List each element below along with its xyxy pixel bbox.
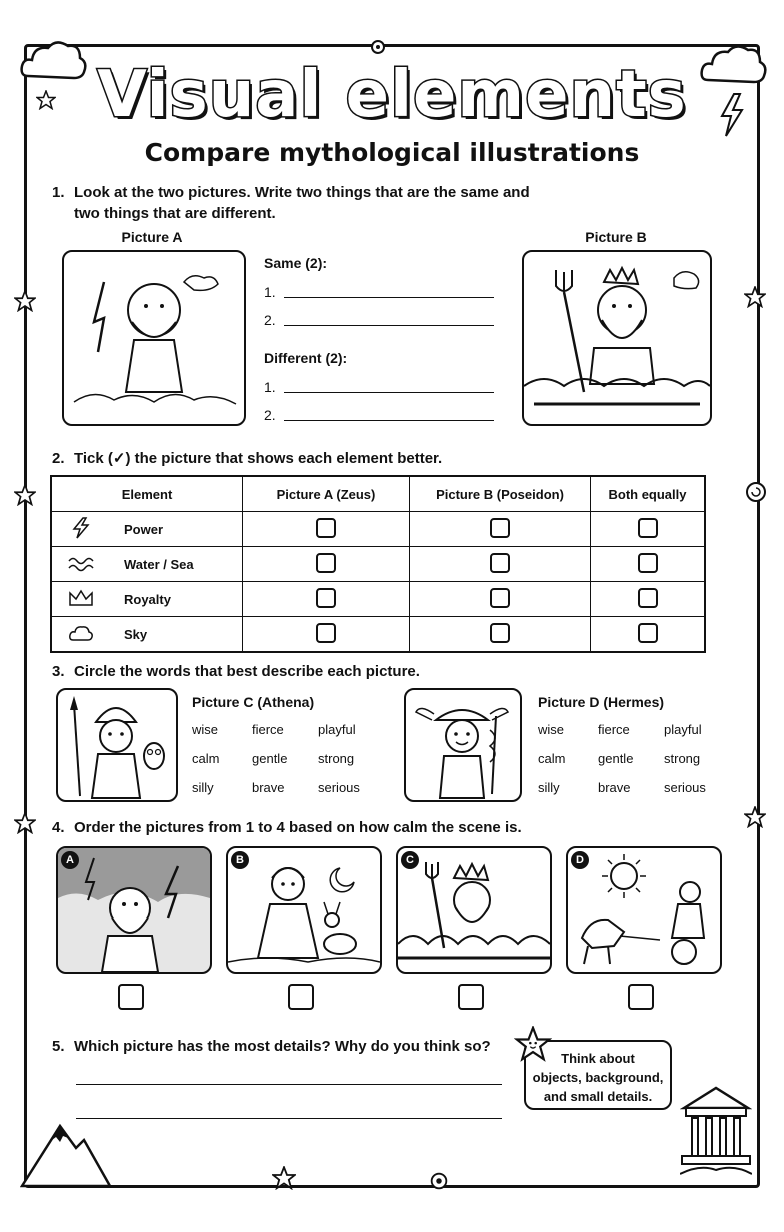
word-option[interactable]: playful	[318, 722, 356, 737]
order-badge: A	[61, 851, 79, 869]
word-option[interactable]: gentle	[252, 751, 288, 766]
answer-line-1[interactable]	[76, 1084, 502, 1085]
spiral-icon	[744, 480, 768, 504]
question-1-line2: two things that are different.	[74, 205, 276, 222]
lightning-icon	[68, 517, 94, 539]
tick-checkbox[interactable]	[638, 623, 658, 643]
tip-line: objects, background,	[532, 1070, 664, 1085]
smiling-star-icon	[514, 1026, 552, 1062]
waves-icon	[68, 552, 94, 574]
page-subtitle: Compare mythological illustrations	[144, 138, 640, 167]
question-number: 5.	[52, 1038, 65, 1055]
picture-a-caption: Picture A	[121, 229, 183, 245]
column-header-picture-b: Picture B (Poseidon)	[410, 476, 591, 512]
picture-b-poseidon-illustration	[522, 250, 712, 426]
different-item-number: 2.	[264, 407, 276, 423]
word-option[interactable]: silly	[538, 780, 560, 795]
different-item-number: 1.	[264, 379, 276, 395]
question-3-prompt: Circle the words that best describe each picture.	[74, 663, 420, 680]
word-option[interactable]: wise	[192, 722, 219, 737]
element-cell	[51, 617, 243, 653]
cloud-icon	[68, 622, 94, 644]
word-option[interactable]: fierce	[598, 722, 630, 737]
tick-checkbox[interactable]	[490, 588, 510, 608]
picture-a-stormy-zeus	[56, 846, 212, 974]
element-cell	[51, 512, 243, 547]
element-label: Royalty	[124, 591, 171, 607]
picture-c-caption: Picture C (Athena)	[192, 694, 315, 710]
question-2-text	[52, 449, 442, 467]
order-badge: D	[571, 851, 589, 869]
tick-checkbox[interactable]	[316, 518, 336, 538]
word-option[interactable]: serious	[318, 780, 360, 795]
element-label: Power	[124, 521, 164, 537]
question-number: 1.	[52, 184, 65, 201]
tick-checkbox[interactable]	[490, 553, 510, 573]
word-option[interactable]: fierce	[252, 722, 284, 737]
word-option[interactable]: gentle	[598, 751, 634, 766]
same-label: Same (2):	[264, 255, 328, 271]
same-item-number: 2.	[264, 312, 276, 328]
word-option[interactable]: strong	[664, 751, 701, 766]
star-icon	[744, 286, 766, 308]
page-title: Visual elements	[97, 58, 687, 132]
different-label: Different (2):	[264, 350, 348, 366]
greek-temple-icon	[680, 1084, 752, 1176]
star-icon	[744, 806, 766, 828]
question-5-text	[52, 1038, 491, 1055]
tick-checkbox[interactable]	[638, 553, 658, 573]
tick-cell	[410, 617, 591, 653]
tip-line: and small details.	[543, 1089, 653, 1104]
table-row	[51, 547, 705, 582]
question-1-line1: Look at the two pictures. Write two things that are the same and	[74, 184, 530, 201]
column-header-element: Element	[51, 476, 243, 512]
tick-cell	[591, 617, 706, 653]
picture-b-caption: Picture B	[585, 229, 647, 245]
swirl-ornament-icon	[428, 1170, 450, 1192]
mountain-icon	[20, 1118, 112, 1188]
word-option[interactable]: calm	[538, 751, 566, 766]
tick-cell	[591, 512, 706, 547]
order-answer-box-c[interactable]	[458, 984, 484, 1010]
question-4-prompt: Order the pictures from 1 to 4 based on how calm the scene is.	[74, 819, 522, 836]
swirl-ornament-icon	[366, 38, 390, 56]
question-1-text	[52, 184, 530, 201]
question-4-text	[52, 819, 522, 836]
tick-cell	[591, 547, 706, 582]
picture-d-hermes-illustration	[404, 688, 522, 802]
different-answer-line-2[interactable]	[284, 420, 494, 421]
column-header-picture-a: Picture A (Zeus)	[243, 476, 410, 512]
picture-c-athena-illustration	[56, 688, 178, 802]
table-row	[51, 512, 705, 547]
table-row	[51, 582, 705, 617]
picture-b-calm-goddess-with-deer	[226, 846, 382, 974]
tick-cell	[591, 582, 706, 617]
question-3-text	[52, 663, 420, 680]
order-badge: B	[231, 851, 249, 869]
crown-icon	[68, 587, 94, 609]
element-cell	[51, 547, 243, 582]
tick-checkbox[interactable]	[490, 623, 510, 643]
word-option[interactable]: silly	[192, 780, 214, 795]
word-option[interactable]: wise	[538, 722, 565, 737]
same-answer-line-2[interactable]	[284, 325, 494, 326]
picture-a-zeus-illustration	[62, 250, 246, 426]
star-icon	[14, 484, 36, 506]
word-option[interactable]: serious	[664, 780, 706, 795]
tip-line: Think about	[561, 1051, 635, 1066]
tick-checkbox[interactable]	[638, 518, 658, 538]
star-icon	[14, 812, 36, 834]
word-option[interactable]: brave	[598, 780, 631, 795]
column-header-both: Both equally	[591, 476, 706, 512]
tick-cell	[243, 617, 410, 653]
different-answer-line-1[interactable]	[284, 392, 494, 393]
tick-checkbox[interactable]	[316, 623, 336, 643]
word-option[interactable]: calm	[192, 751, 220, 766]
tick-checkbox[interactable]	[316, 553, 336, 573]
tick-cell	[410, 547, 591, 582]
question-number: 4.	[52, 819, 65, 836]
same-item-number: 1.	[264, 284, 276, 300]
picture-d-caption: Picture D (Hermes)	[538, 694, 665, 710]
star-icon	[272, 1166, 296, 1190]
order-answer-box-a[interactable]	[118, 984, 144, 1010]
table-row	[51, 617, 705, 653]
picture-d-sun-chariot	[566, 846, 722, 974]
question-5-prompt: Which picture has the most details? Why do you think so?	[74, 1038, 491, 1055]
question-number: 2.	[52, 450, 65, 467]
question-number: 3.	[52, 663, 65, 680]
element-tick-table	[50, 475, 706, 653]
element-label: Sky	[124, 626, 148, 642]
tick-cell	[410, 582, 591, 617]
word-option[interactable]: strong	[318, 751, 355, 766]
word-option[interactable]: playful	[664, 722, 702, 737]
tick-cell	[243, 512, 410, 547]
tick-cell	[410, 512, 591, 547]
word-option[interactable]: brave	[252, 780, 285, 795]
same-answer-line-1[interactable]	[284, 297, 494, 298]
tick-cell	[243, 547, 410, 582]
answer-line-2[interactable]	[76, 1118, 502, 1119]
tick-checkbox[interactable]	[638, 588, 658, 608]
tick-cell	[243, 582, 410, 617]
element-cell	[51, 582, 243, 617]
order-answer-box-b[interactable]	[288, 984, 314, 1010]
tick-checkbox[interactable]	[316, 588, 336, 608]
element-label: Water / Sea	[124, 556, 194, 572]
tick-checkbox[interactable]	[490, 518, 510, 538]
order-answer-box-d[interactable]	[628, 984, 654, 1010]
picture-c-poseidon-waves	[396, 846, 552, 974]
star-icon	[14, 290, 36, 312]
order-badge: C	[401, 851, 419, 869]
question-2-prompt: Tick (✓) the picture that shows each element better.	[74, 450, 443, 467]
